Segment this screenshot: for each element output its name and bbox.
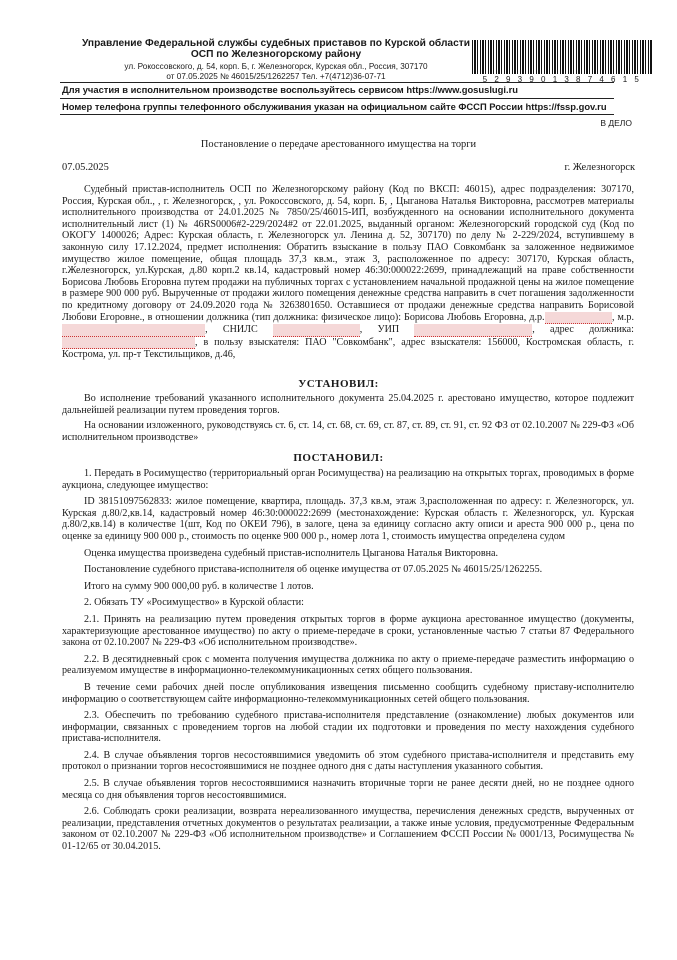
- barcode-image: [472, 40, 652, 74]
- redacted-uip: [414, 324, 532, 337]
- item-2: 2. Обязать ТУ «Росимущество» в Курской области:: [84, 597, 304, 609]
- item-2-6: 2.6. Соблюдать сроки реализации, возврата нереализованного имущества, перечисления денежных средств, вырученных от реализации, представления отчетных документов о результатах реализации, а также иные условия, предусмотренные Федеральным законом от 02.10.2007 № 229-ФЗ «Об исполнительном производстве» и Соглашением ФССП России № 0001/13, Росимущества № 01-12/65 от 30.04.2015.: [62, 806, 634, 853]
- header-divider-top: [60, 82, 614, 83]
- postanovil-heading: ПОСТАНОВИЛ:: [293, 452, 384, 464]
- organization-header: [66, 38, 486, 60]
- redacted-birthdate: [545, 312, 612, 325]
- intro-text: Судебный пристав-исполнитель ОСП по Железногорскому району (Код по ВКСП: 46015), адрес подразделения: 307170, Россия, Курская обл., , г. Железногорск, , ул. Рокоссовского, д. 54, корп. Б, , Цыганова Наталья Викторовна, рассмотрев материалы исполнительного производства от 24.01.2025 № 7850/25/46015-ИП, возбужденного на основании исполнительного документа исполнительный лист (1) № 46RS0006#2-229/2024#2 от 22.01.2025, выданный органом: Железногорский городской суд (Код по ОКОГУ 1400026; Адрес: Курская область, г. Железногорск ул. Ленина д. 52, 307170) по делу № 2-229/2024, вступившему в законную силу 17.12.2024, предмет исполнения: Обратить взыскание в пользу ПАО Совкомбанк за заложенное недвижимое имущество жилое помещение, общая площадь 37,3 кв.м., этаж 3, расположенное по адресу: 307170, Курская область, г.Железногорск, ул.Курская, д.80 корп.2 кв.14, кадастровый номер 46:30:000022:2699, принадлежащий на праве собственности Борисова Любовь Егоровна путем продажи на публичных торгах с установлением начальной продажной цены на жилое помещение в размере 900 000 руб. Вырученные от продажи жилого помещения денежные средства направить в счет погашения задолженности по кредитному договору от 24.09.2020 года № 3263801650. Оставшиеся от продажи денежные средства направить Борисовой Любови Егоровне., в отношении должника (тип должника: физическое лицо): Борисова Любовь Егоровна, д.р.: [62, 184, 634, 323]
- org-line-1: Управление Федеральной службы судебных приставов по Курской области: [81, 38, 471, 49]
- item-1-property: ID 38151097562833: жилое помещение, квартира, площадь. 37,3 кв.м, этаж 3,расположенная по адресу: г. Железногорск, ул. Курская д.80/2,кв.14, кадастровый номер 46:30:000022:2699 (местонахождение: Курская область г. Железногорск, ул. Курская д.80/2,кв.14) в количестве 1(шт, Код по ОКЕИ 796), в залоге, цена за единицу согласно акту описи и ареста 900 000 р., цена по оценке за единицу 900 000 р., стоимость по оценке 900 000 р., номер лота 1, стоимость имущества определена судом: [62, 496, 634, 542]
- header-divider-bottom: [60, 114, 614, 115]
- item-2-1: 2.1. Принять на реализацию путем проведения открытых торгов в форме аукциона арестованное имущество (документы, характеризующие арестованное имущество) по акту о приеме-передаче в сроки, установленные частью 7 статьи 87 Федерального закона от 02.10.2007 № 229-ФЗ «Об исполнительном производстве».: [62, 613, 634, 649]
- item-2-5: 2.5. В случае объявления торгов несостоявшимися назначить вторичные торги не ранее десяти дней, но не позднее одного месяца со дня объявления торгов несостоявшимися.: [62, 778, 634, 801]
- intro-end: , в пользу взыскателя: ПАО "Совкомбанк", адрес взыскателя: 156000, Костромская область, г. Кострома, ул. пр-т Текстильщиков, д.46,: [62, 336, 634, 361]
- gosuslugi-notice: Для участия в исполнительном производстве воспользуйтесь сервисом https://www.gosuslugi.ru: [62, 84, 518, 95]
- intro-paragraph: [62, 184, 634, 361]
- intro-tail-4: , адрес должника:: [532, 324, 634, 336]
- item-2-3: 2.3. Обеспечить по требованию судебного пристава-исполнителя представление (ознакомление) любых документов или информации, связанных с проведением торгов на любой стадии их подготовки и проведения по месту нахождения судебного пристава-исполнителя.: [62, 710, 634, 745]
- assessment-resolution: Постановление судебного пристава-исполнителя об оценке имущества от 07.05.2025 № 46015/25/1262255.: [84, 564, 543, 576]
- ustanovil-heading: УСТАНОВИЛ:: [298, 378, 379, 390]
- document-city: г. Железногорск: [564, 162, 635, 173]
- document-title: Постановление о передаче арестованного имущества на торги: [200, 139, 477, 150]
- barcode-number: 5 2 9 3 9 0 1 3 8 7 4 6 1 5: [482, 75, 642, 84]
- ustanovil-section: [62, 393, 634, 443]
- intro-tail-2: , СНИЛС: [205, 324, 258, 336]
- ustanovil-paragraph-2: На основании изложенного, руководствуясь ст. 6, ст. 14, ст. 68, ст. 69, ст. 87, ст. 89, ст. 91, ст. 92 ФЗ от 02.10.2007 № 229-ФЗ «Об исполнительном производстве»: [62, 420, 634, 443]
- ustanovil-paragraph-1: Во исполнение требований указанного исполнительного документа 25.04.2025 г. арестовано имущество, которое подлежит дальнейшей реализации путем проведения торгов.: [62, 393, 634, 416]
- redacted-birthplace: [62, 324, 205, 337]
- document-date: 07.05.2025: [62, 162, 109, 173]
- assessment-note: Оценка имущества произведена судебный пристав-исполнитель Цыганова Наталья Викторовна.: [84, 547, 499, 559]
- address-line-1: ул. Рокоссовского, д. 54, корп. Б, г. Железногорск, Курская обл., Россия, 307170: [124, 62, 428, 71]
- item-2-2: 2.2. В десятидневный срок с момента получения имущества должника по акту о приеме-передаче разместить информацию о реализуемом имуществе в информационно-телекоммуникационных сетях общего пользования.: [62, 653, 634, 677]
- redacted-debtor-address: [62, 337, 195, 350]
- header-divider-middle: [60, 98, 614, 99]
- vdelo-stamp: В ДЕЛО: [600, 118, 632, 128]
- org-line-2: ОСП по Железногорскому району: [190, 49, 362, 60]
- address-line-2: от 07.05.2025 № 46015/25/1262257 Тел. +7(4712)36-07-71: [166, 72, 386, 81]
- item-2-2-notice: В течение семи рабочих дней после опубликования извещения письменно сообщить судебному приставу-исполнителю информацию о соответствующем сайте информационно-телекоммуникационных сетей общего пользования.: [62, 681, 634, 705]
- organization-address: [66, 62, 486, 82]
- postanovil-section: [62, 468, 634, 853]
- intro-tail-1: , м.р.: [611, 311, 635, 323]
- phone-notice: Номер телефона группы телефонного обслуживания указан на официальном сайте ФССП России https://fssp.gov.ru: [62, 101, 607, 112]
- redacted-snils: [273, 324, 360, 337]
- item-2-4: 2.4. В случае объявления торгов несостоявшимися уведомить об этом судебного пристава-исполнителя и представить ему протокол о признании торгов несостоявшимися не позднее одного дня с даты наступления указанного события.: [62, 749, 634, 773]
- total-line: Итого на сумму 900 000,00 руб. в количестве 1 лотов.: [84, 580, 314, 592]
- intro-tail-3: , УИП: [359, 324, 400, 336]
- item-1: 1. Передать в Росимущество (территориальный орган Росимущества) на реализацию на открытых торгах, проводимых в форме аукциона, следующее имущество:: [62, 468, 634, 491]
